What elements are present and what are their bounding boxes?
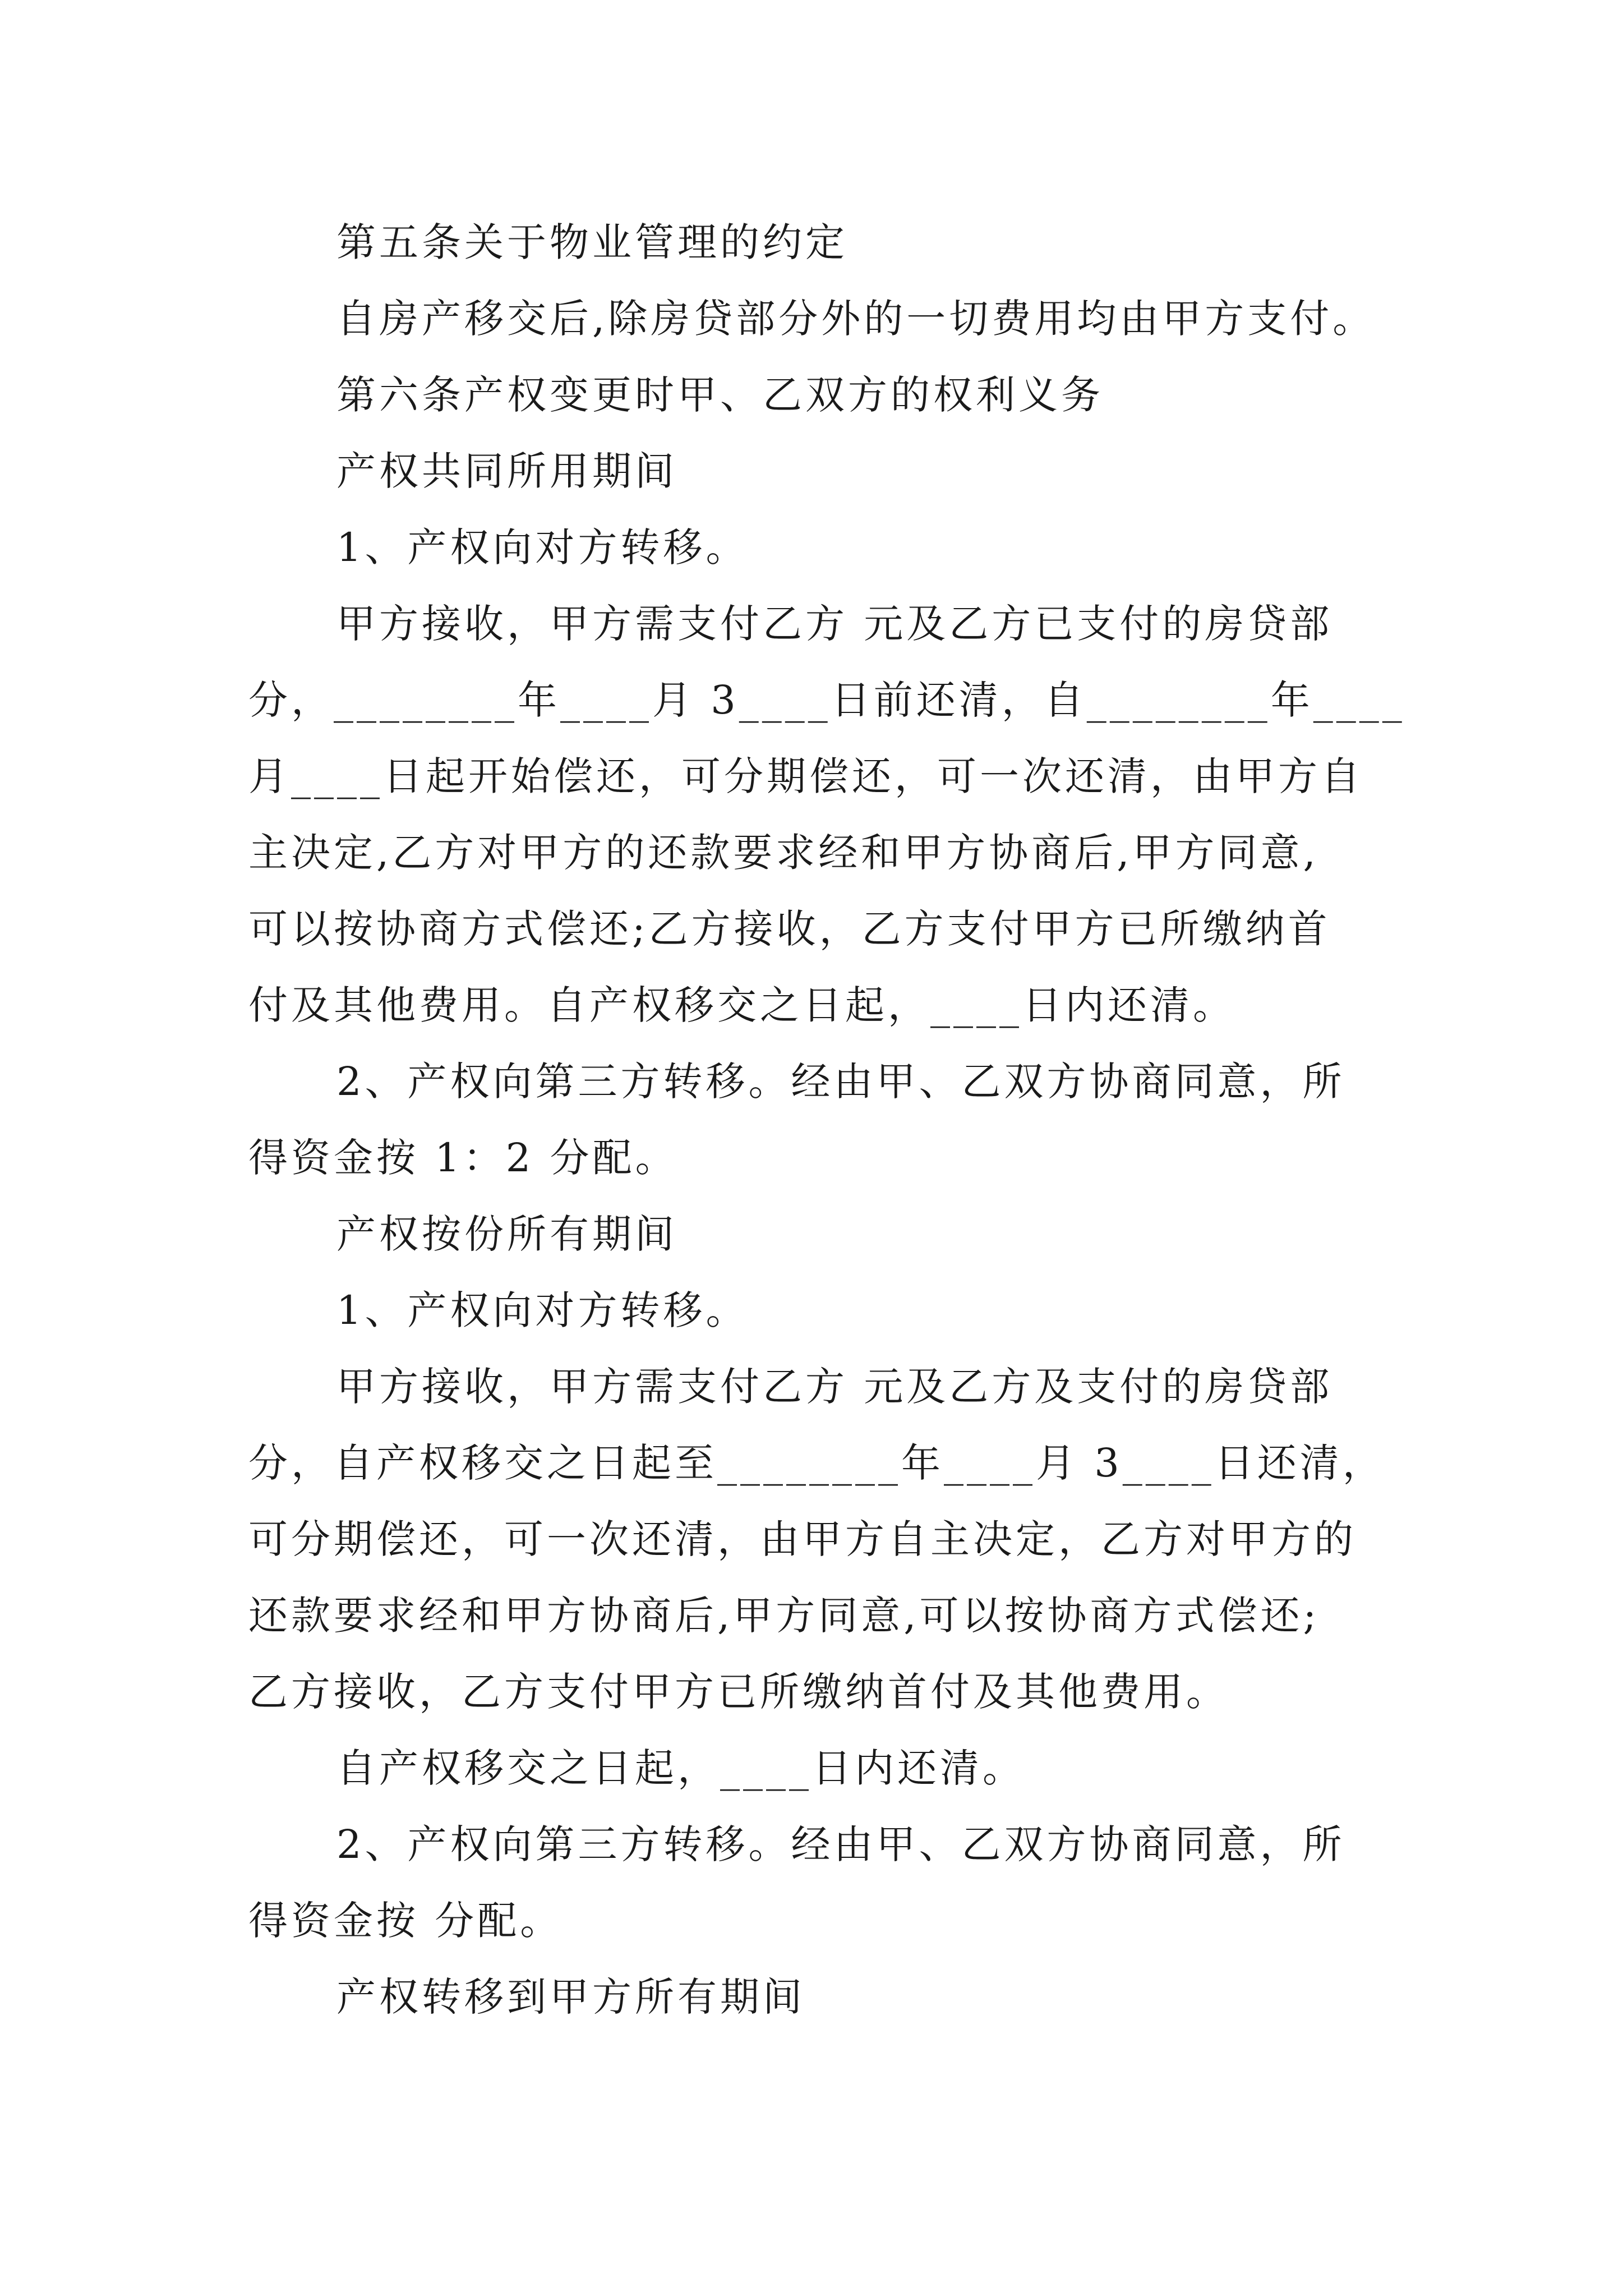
- list-item-heading: 1、产权向对方转移。: [336, 1287, 749, 1333]
- paragraph-line: 还款要求经和甲方协商后,甲方同意,可以按协商方式偿还;: [248, 1593, 1320, 1639]
- paragraph-line: 自房产移交后,除房贷部分外的一切费用均由甲方支付。: [336, 296, 1376, 342]
- paragraph-line: 分，________年____月 3____日前还清，自________年____: [248, 677, 1405, 723]
- paragraph-line: 可以按协商方式偿还;乙方接收，乙方支付甲方已所缴纳首: [248, 906, 1331, 952]
- paragraph-line: 主决定,乙方对甲方的还款要求经和甲方协商后,甲方同意,: [248, 830, 1319, 876]
- paragraph-line: 月____日起开始偿还，可分期偿还，可一次还清，由甲方自: [248, 753, 1363, 799]
- paragraph-line: 甲方接收，甲方需支付乙方 元及乙方及支付的房贷部: [336, 1364, 1333, 1410]
- paragraph-line: 甲方接收，甲方需支付乙方 元及乙方已支付的房贷部: [336, 601, 1333, 647]
- list-item-heading: 1、产权向对方转移。: [336, 524, 749, 570]
- paragraph-line: 自产权移交之日起，____日内还清。: [336, 1745, 1025, 1791]
- article-6-heading: 第六条产权变更时甲、乙双方的权利义务: [336, 372, 1104, 418]
- paragraph-line: 分，自产权移交之日起至________年____月 3____日还清，: [248, 1440, 1385, 1486]
- paragraph-line: 得资金按 1：2 分配。: [248, 1135, 678, 1181]
- section-heading-share: 产权按份所有期间: [336, 1211, 677, 1257]
- paragraph-line: 乙方接收，乙方支付甲方已所缴纳首付及其他费用。: [248, 1669, 1229, 1715]
- paragraph-line: 可分期偿还，可一次还清，由甲方自主决定，乙方对甲方的: [248, 1516, 1357, 1562]
- paragraph-line: 得资金按 分配。: [248, 1898, 563, 1944]
- paragraph-line: 2、产权向第三方转移。经由甲、乙双方协商同意，所: [336, 1059, 1345, 1105]
- article-5-heading: 第五条关于物业管理的约定: [336, 219, 848, 265]
- paragraph-line: 付及其他费用。自产权移交之日起，____日内还清。: [248, 982, 1235, 1028]
- paragraph-line: 2、产权向第三方转移。经由甲、乙双方协商同意，所: [336, 1821, 1345, 1867]
- section-heading-joint: 产权共同所用期间: [336, 448, 677, 494]
- section-heading-partya: 产权转移到甲方所有期间: [336, 1974, 805, 2020]
